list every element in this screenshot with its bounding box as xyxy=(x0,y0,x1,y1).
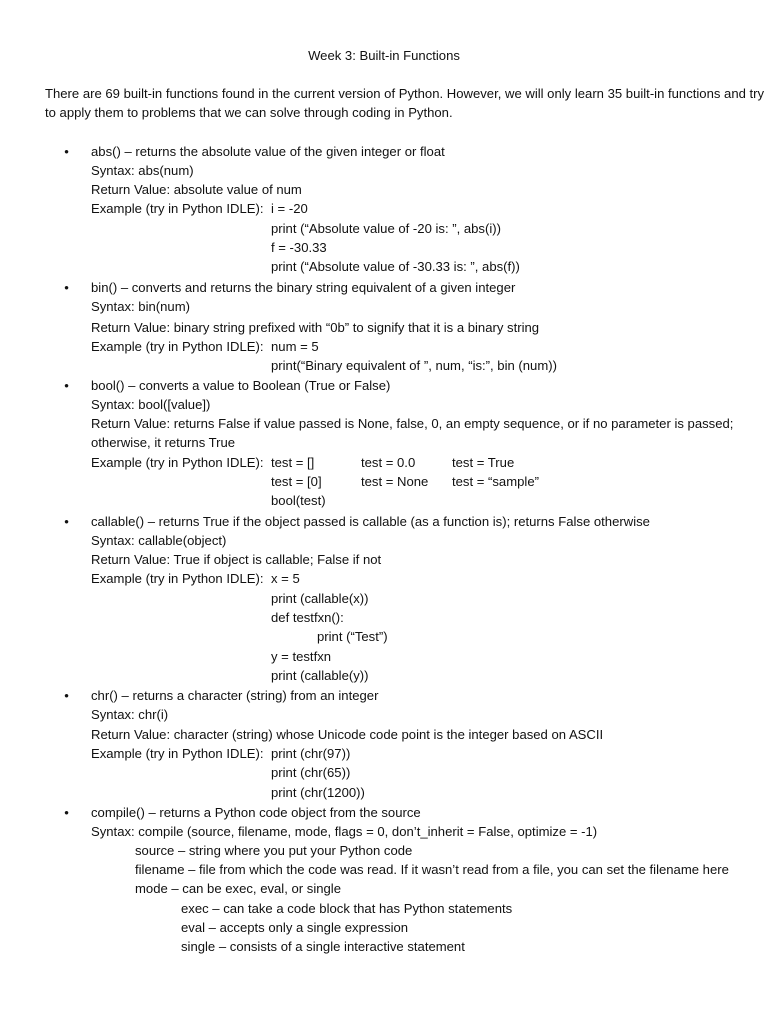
bool-syntax: Syntax: bool([value]) xyxy=(91,397,211,412)
compile-mode: eval – accepts only a single expression xyxy=(181,920,409,935)
bool-code-cell: test = True xyxy=(452,455,515,470)
chr-syntax: Syntax: chr(i) xyxy=(91,707,169,722)
callable-code-line: x = 5 xyxy=(271,571,300,586)
callable-code-line: print (“Test”) xyxy=(317,629,388,644)
bool-code-cell: test = [] xyxy=(271,455,315,470)
abs-example-label: Example (try in Python IDLE): xyxy=(91,201,264,216)
callable-example-label: Example (try in Python IDLE): xyxy=(91,571,264,586)
compile-param: source – string where you put your Python code xyxy=(135,843,413,858)
bool-return: Return Value: returns False if value passed is None, false, 0, an empty sequence, or if no parameter is passed; xyxy=(91,416,734,431)
bin-example-label: Example (try in Python IDLE): xyxy=(91,339,264,354)
abs-heading: abs() – returns the absolute value of the given integer or float xyxy=(91,144,445,159)
bullet: • xyxy=(64,688,69,703)
bool-code-cell: test = “sample” xyxy=(452,474,539,489)
callable-code-line: y = testfxn xyxy=(271,649,332,664)
chr-heading: chr() – returns a character (string) from an integer xyxy=(91,688,379,703)
intro-line-2: to apply them to problems that we can solve through coding in Python. xyxy=(45,105,453,120)
compile-mode: single – consists of a single interactive statement xyxy=(181,939,465,954)
chr-code-line: print (chr(65)) xyxy=(271,765,351,780)
callable-return: Return Value: True if object is callable; False if not xyxy=(91,552,382,567)
compile-param: filename – file from which the code was read. If it wasn’t read from a file, you can set the filename here xyxy=(135,862,729,877)
callable-code-line: def testfxn(): xyxy=(271,610,344,625)
bool-heading: bool() – converts a value to Boolean (True or False) xyxy=(91,378,391,393)
chr-example-label: Example (try in Python IDLE): xyxy=(91,746,264,761)
bool-return-cont: otherwise, it returns True xyxy=(91,435,236,450)
chr-return: Return Value: character (string) whose Unicode code point is the integer based on ASCII xyxy=(91,727,604,742)
bool-code-cell: bool(test) xyxy=(271,493,326,508)
abs-syntax: Syntax: abs(num) xyxy=(91,163,194,178)
abs-code-line: f = -30.33 xyxy=(271,240,327,255)
compile-mode: exec – can take a code block that has Python statements xyxy=(181,901,513,916)
compile-param: mode – can be exec, eval, or single xyxy=(135,881,341,896)
bool-code-cell: test = [0] xyxy=(271,474,322,489)
bool-code-cell: test = 0.0 xyxy=(361,455,416,470)
bin-code-line: print(“Binary equivalent of ”, num, “is:”, bin (num)) xyxy=(271,358,557,373)
callable-code-line: print (callable(y)) xyxy=(271,668,369,683)
callable-code-line: print (callable(x)) xyxy=(271,591,369,606)
bullet: • xyxy=(64,805,69,820)
bin-heading: bin() – converts and returns the binary string equivalent of a given integer xyxy=(91,280,516,295)
bullet: • xyxy=(64,144,69,159)
abs-return: Return Value: absolute value of num xyxy=(91,182,302,197)
bullet: • xyxy=(64,280,69,295)
callable-heading: callable() – returns True if the object passed is callable (as a function is); returns False otherwise xyxy=(91,514,650,529)
bin-syntax: Syntax: bin(num) xyxy=(91,299,190,314)
bullet: • xyxy=(64,514,69,529)
bin-return: Return Value: binary string prefixed with “0b” to signify that it is a binary string xyxy=(91,320,540,335)
intro-line-1: There are 69 built-in functions found in the current version of Python. However, we will only learn 35 built-in functions and try xyxy=(45,86,765,101)
bool-code-cell: test = None xyxy=(361,474,429,489)
bool-example-label: Example (try in Python IDLE): xyxy=(91,455,264,470)
bullet: • xyxy=(64,378,69,393)
compile-syntax: Syntax: compile (source, filename, mode, flags = 0, don’t_inherit = False, optimize = -1) xyxy=(91,824,598,839)
callable-syntax: Syntax: callable(object) xyxy=(91,533,227,548)
abs-code-line: print (“Absolute value of -20 is: ”, abs(i)) xyxy=(271,221,501,236)
compile-heading: compile() – returns a Python code object from the source xyxy=(91,805,421,820)
bin-code-line: num = 5 xyxy=(271,339,319,354)
abs-code-line: i = -20 xyxy=(271,201,308,216)
chr-code-line: print (chr(97)) xyxy=(271,746,351,761)
chr-code-line: print (chr(1200)) xyxy=(271,785,365,800)
page-title: Week 3: Built-in Functions xyxy=(308,48,460,63)
abs-code-line: print (“Absolute value of -30.33 is: ”, abs(f)) xyxy=(271,259,520,274)
